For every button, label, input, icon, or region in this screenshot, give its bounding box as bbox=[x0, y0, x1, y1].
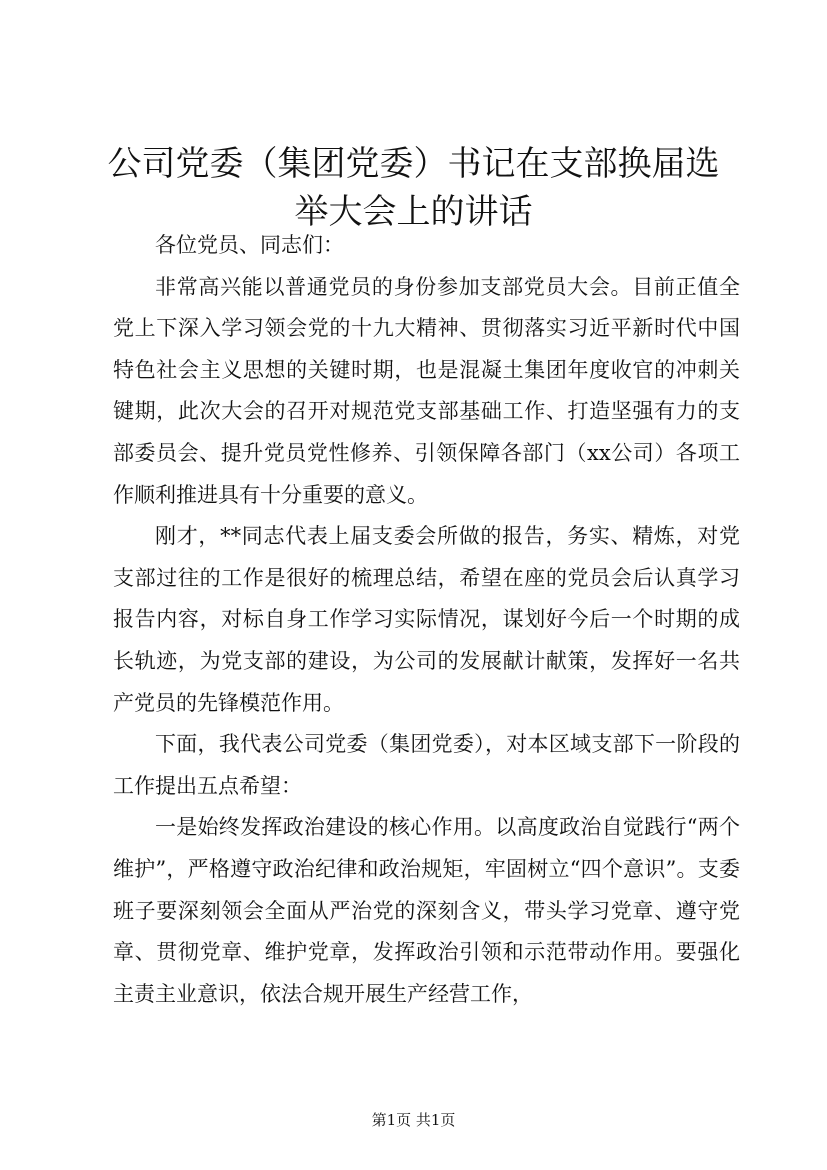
page-footer: 第1页 共1页 bbox=[371, 1111, 456, 1129]
paragraph-report-review: 刚才，**同志代表上届支委会所做的报告，务实、精炼，对党支部过往的工作是很好的梳理总结，希望在座的党员会后认真学习报告内容，对标自身工作学习实际情况，谋划好今后一个时期的成长轨迹，为党支部的建设，为公司的发展献计献策，发挥好一名共产党员的先锋模范作用。 bbox=[113, 524, 740, 715]
paragraph-greeting: 各位党员、同志们： bbox=[155, 233, 344, 257]
document-body bbox=[113, 225, 740, 1015]
paragraph-intro: 非常高兴能以普通党员的身份参加支部党员大会。目前正值全党上下深入学习领会党的十九大精神、贯彻落实习近平新时代中国特色社会主义思想的关键时期，也是混凝土集团年度收官的冲刺关键期，此次大会的召开对规范党支部基础工作、打造坚强有力的支部委员会、提升党员党性修养、引领保障各部门（xx公司）各项工作顺利推进具有十分重要的意义。 bbox=[113, 274, 740, 507]
paragraph-point-one: 一是始终发挥政治建设的核心作用。以高度政治自觉践行“两个维护”，严格遵守政治纪律和政治规矩，牢固树立“四个意识”。支委班子要深刻领会全面从严治党的深刻含义，带头学习党章、遵守党章、贯彻党章、维护党章，发挥政治引领和示范带动作用。要强化主责主业意识，依法合规开展生产经营工作， bbox=[113, 815, 740, 1006]
paragraph-hopes-lead: 下面，我代表公司党委（集团党委），对本区域支部下一阶段的工作提出五点希望： bbox=[113, 732, 740, 798]
document-title: 公司党委（集团党委）书记在支部换届选举大会上的讲话 bbox=[107, 144, 720, 232]
